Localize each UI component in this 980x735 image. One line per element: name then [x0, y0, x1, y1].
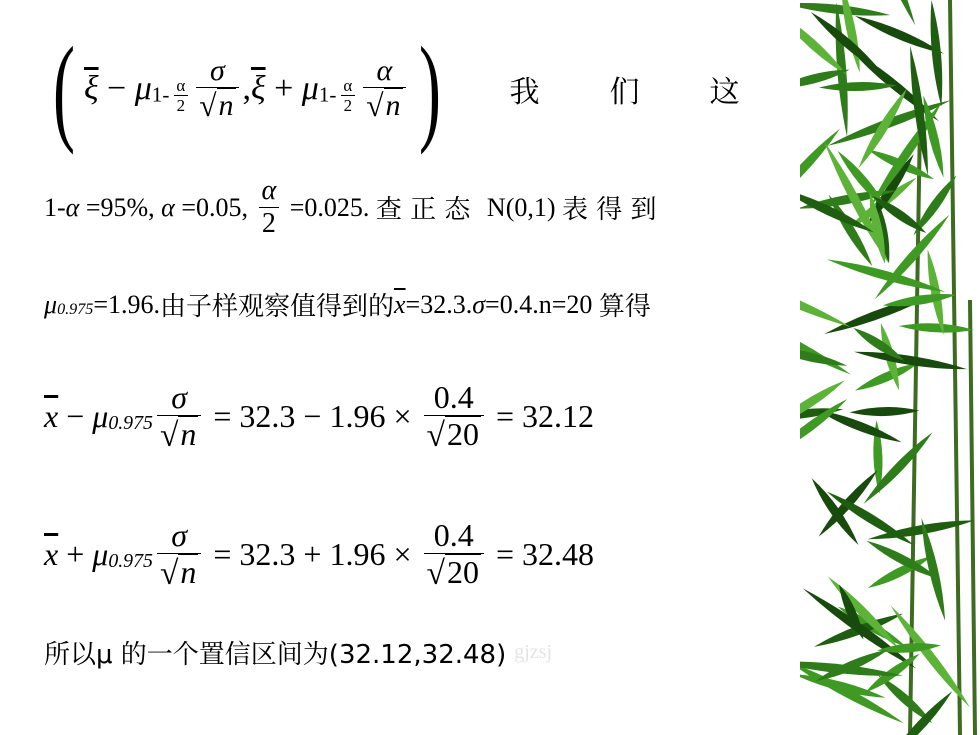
conclusion-text: 所以μ 的一个置信区间为(32.12,32.48)	[44, 640, 507, 670]
numerator-value: 0.4	[433, 517, 474, 553]
watermark-text: gjzsj	[514, 641, 553, 663]
minus-op: −	[58, 398, 93, 435]
plus-op: +	[58, 536, 93, 573]
sigma-numerator: σ	[171, 517, 188, 553]
alpha-symbol-2: α	[161, 192, 175, 222]
mu-symbol: μ	[92, 536, 109, 573]
lookup-text: 查 正 态	[375, 195, 487, 226]
observation-text: 由子样观察值得到的	[159, 292, 394, 322]
mu-subscript: 0.975	[108, 412, 153, 435]
heading-chars	[510, 67, 840, 111]
mu-symbol: μ	[44, 289, 58, 319]
sqrt-20: 20	[446, 554, 479, 591]
sqrt-20: 20	[446, 416, 479, 453]
interval-formula-row	[44, 22, 840, 155]
middle-expression: = 32.3 + 1.96 ×	[205, 536, 420, 573]
fraction-denominator: 2	[259, 207, 279, 240]
bamboo-decoration-icon	[800, 0, 980, 735]
confidence-level-line	[44, 176, 657, 240]
right-paren: )	[418, 22, 441, 155]
conclusion-line	[44, 634, 552, 671]
sigma-numerator: σ	[171, 379, 188, 415]
left-paren: (	[52, 22, 75, 155]
sample-values-line	[44, 286, 651, 323]
sigma-over-sqrt-n: σ √ n	[157, 518, 201, 592]
sigma-symbol: σ	[472, 289, 486, 319]
char-wo: 我	[509, 75, 540, 110]
xbar-value-text: =32.3.	[405, 289, 473, 319]
compute-text: 算得	[598, 292, 651, 322]
eq-0025-text: =0.025.	[283, 192, 376, 222]
fraction-numerator: α	[261, 175, 277, 206]
point4-over-sqrt20: 0.4 √ 20	[424, 518, 484, 592]
eq-005-text: =0.05,	[174, 192, 255, 222]
mu-subscript: 0.975	[57, 301, 94, 319]
sigma-n-text: =0.4.n=20	[485, 289, 599, 319]
alpha-over-2-fraction	[258, 176, 279, 240]
xbar-symbol: $\overline{x}$	[44, 536, 59, 573]
upper-bound-equation	[44, 518, 594, 592]
point4-over-sqrt20: 0.4 √ 20	[424, 380, 484, 454]
char-zhe: 这	[709, 75, 740, 110]
mu-symbol: μ	[92, 398, 109, 435]
sqrt-n: n	[180, 416, 197, 453]
xbar-symbol: $\overline{x}$	[44, 398, 59, 435]
mu-value-text: =1.96.	[93, 289, 160, 319]
char-men: 们	[609, 75, 640, 110]
eq-95-text: =95%,	[79, 192, 162, 222]
lower-bound-equation	[44, 380, 594, 454]
result-value: = 32.12	[487, 398, 594, 435]
alpha-symbol: α	[65, 192, 80, 222]
sqrt-n: n	[180, 554, 197, 591]
result-value: = 32.48	[487, 536, 594, 573]
middle-expression: = 32.3 − 1.96 ×	[205, 398, 420, 435]
numerator-value: 0.4	[433, 379, 474, 415]
xbar-symbol: $\overline{x}$	[394, 289, 406, 319]
normal-dist-text: N(0,1)	[486, 192, 563, 222]
table-obtain-text: 表 得 到	[562, 195, 657, 226]
mu-subscript: 0.975	[108, 550, 153, 573]
interval-formula: $\overline{\xi}$ − μ 1- $\frac{\alpha}{2}$ σ √ n , $\overline{\xi}$ + μ 1- $\frac{\alpha}{2}$ α √ n	[84, 54, 410, 125]
sigma-over-sqrt-n: σ √ n	[157, 380, 201, 454]
prefix-text: 1-	[44, 192, 66, 222]
